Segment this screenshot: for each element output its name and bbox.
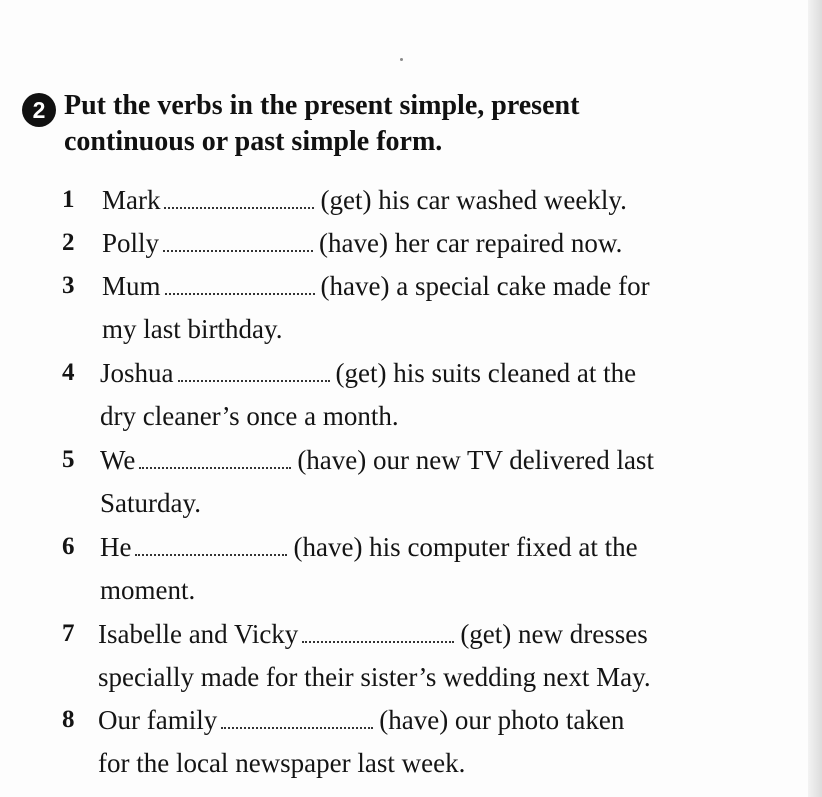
item-continuation: Saturday.: [100, 488, 201, 518]
item-subject: Joshua: [100, 358, 174, 388]
instruction-line-1: Put the verbs in the present simple, present: [64, 90, 580, 121]
item-line: [100, 440, 654, 480]
answer-blank[interactable]: [302, 617, 454, 643]
item-prompt: (have) her car repaired now.: [319, 228, 623, 258]
item-continuation: specially made for their sister’s wedding next May.: [98, 662, 651, 692]
item-prompt: (have) our photo taken: [379, 705, 625, 735]
item-number: 2: [62, 229, 75, 256]
item-subject: Our family: [98, 705, 218, 735]
item-line: [102, 223, 622, 263]
answer-blank[interactable]: [135, 530, 287, 556]
item-subject: Mark: [102, 185, 161, 215]
item-continuation: moment.: [100, 575, 196, 605]
answer-blank[interactable]: [139, 443, 291, 469]
item-continuation: my last birthday.: [102, 314, 283, 344]
item-prompt: (get) his car washed weekly.: [320, 185, 627, 215]
answer-blank[interactable]: [221, 703, 373, 729]
item-number: 3: [62, 272, 75, 299]
answer-blank[interactable]: [165, 269, 315, 295]
item-subject: Polly: [102, 228, 160, 258]
answer-blank[interactable]: [164, 183, 314, 209]
answer-blank[interactable]: [163, 226, 313, 252]
item-line: [102, 180, 627, 220]
item-prompt: (have) a special cake made for: [320, 271, 650, 301]
item-subject: Isabelle and Vicky: [98, 619, 299, 649]
item-prompt: (get) new dresses: [460, 619, 648, 649]
item-subject: He: [100, 532, 132, 562]
item-line: [98, 614, 648, 654]
item-subject: Mum: [102, 271, 161, 301]
item-number: 7: [62, 620, 75, 647]
item-continuation: for the local newspaper last week.: [98, 748, 466, 778]
item-subject: We: [100, 445, 136, 475]
item-continuation: dry cleaner’s once a month.: [100, 401, 399, 431]
item-number: 4: [62, 359, 75, 386]
item-number: 8: [62, 706, 75, 733]
item-number: 6: [62, 533, 75, 560]
item-line: [102, 266, 650, 306]
item-prompt: (get) his suits cleaned at the: [335, 358, 637, 388]
exercise-number-badge: 2: [22, 93, 56, 127]
item-number: 1: [62, 186, 75, 213]
answer-blank[interactable]: [178, 356, 330, 382]
item-prompt: (have) our new TV delivered last: [297, 445, 654, 475]
item-line: [98, 700, 624, 740]
item-prompt: (have) his computer fixed at the: [293, 532, 638, 562]
item-line: [100, 527, 638, 567]
item-line: [100, 353, 636, 393]
instruction-line-2: continuous or past simple form.: [64, 126, 443, 157]
item-number: 5: [62, 446, 75, 473]
